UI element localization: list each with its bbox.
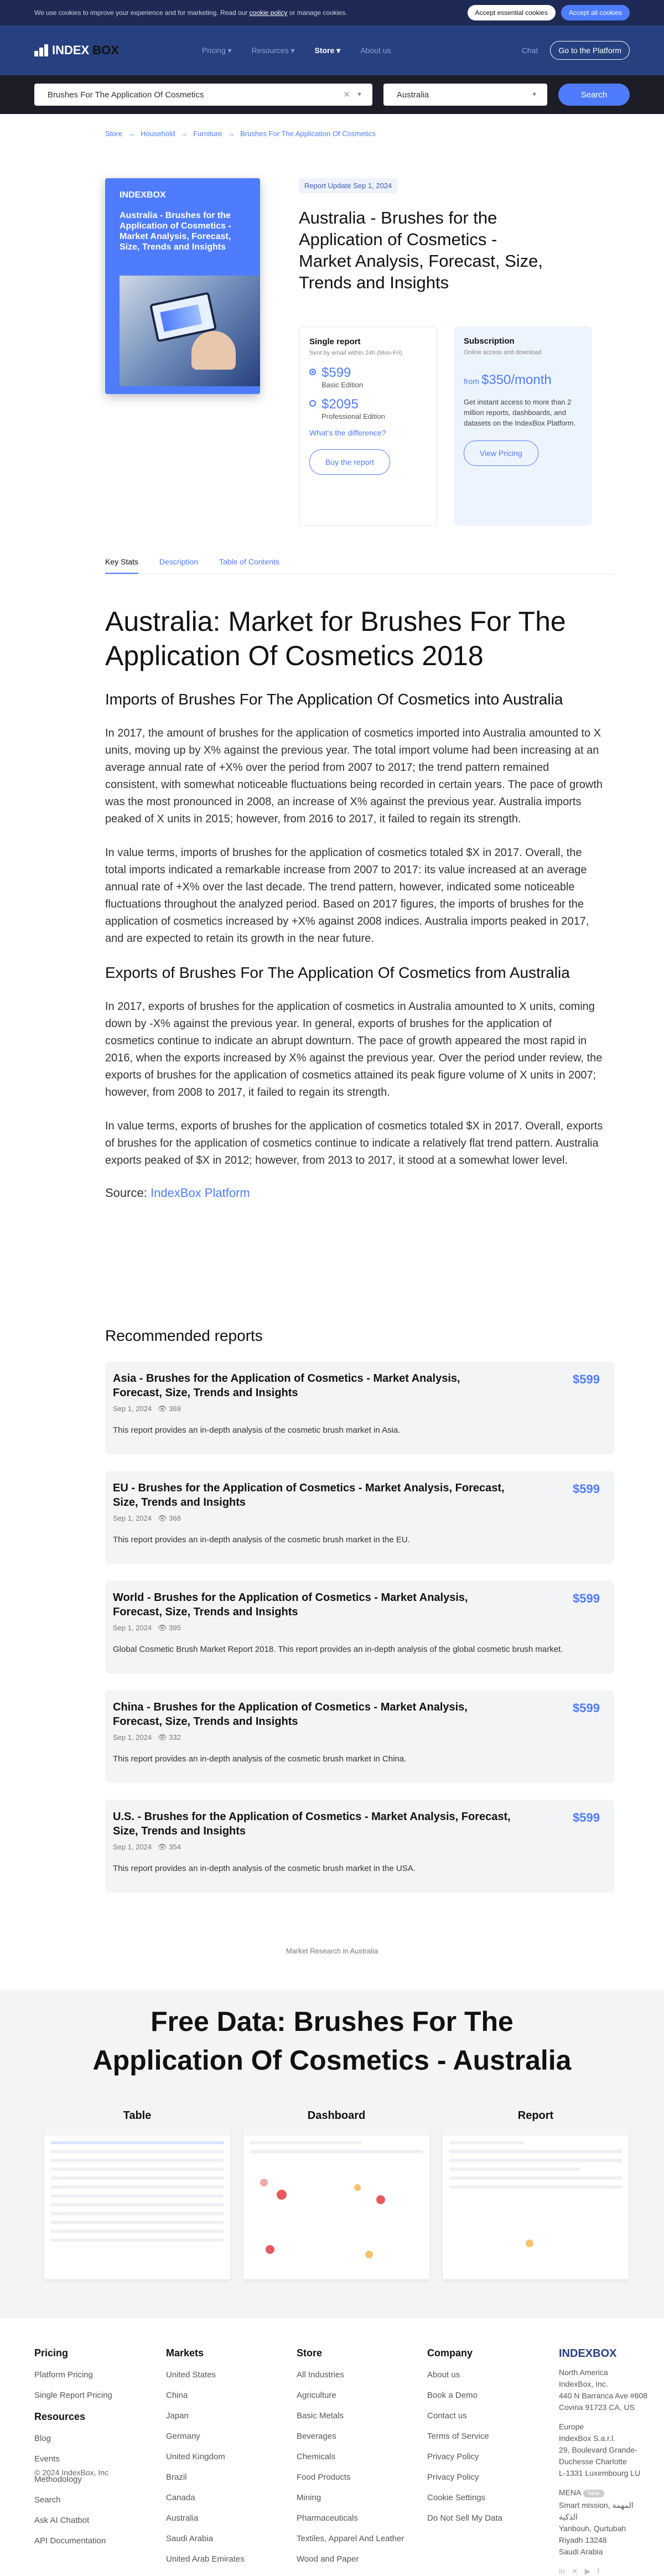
footer-offices: [559, 2347, 653, 2576]
imports-paragraph-1: In 2017, the amount of brushes for the application of cosmetics imported into Australia amounted to X units, moving up by X% against the previous year. The total import volume had been increasing at an average annual rate of +X% over the period from 2007 to 2017; the trend pattern remained consistent, with somewhat noticeable fluctuations being recorded in certain years. The pace of growth was the most pronounced in 2008, an increase of X% against the previous year. Australia imports peaked of X units in 2015; however, from 2016 to 2017, it failed to regain its strength.: [105, 727, 603, 825]
nav-resources[interactable]: Resources ▾: [251, 45, 295, 55]
new-badge: New: [583, 2490, 604, 2497]
footer-link[interactable]: United Kingdom: [166, 2452, 225, 2461]
dashboard-screenshot[interactable]: [243, 2129, 429, 2279]
nav-store[interactable]: Store ▾: [314, 45, 341, 55]
eye-icon: 👁: [157, 1733, 167, 1741]
free-table-preview[interactable]: [44, 2109, 230, 2279]
logo-bars-icon: [34, 44, 49, 56]
recommended-title[interactable]: EU - Brushes for the Application of Cosmetics - Market Analysis, Forecast, Size, Trends and Insights: [113, 1482, 505, 1509]
report-tabs: [105, 557, 614, 574]
footer-link[interactable]: China: [166, 2391, 188, 2400]
logo[interactable]: [34, 43, 119, 58]
single-heading: Single report: [309, 337, 361, 346]
subscription-price: $350/month: [481, 372, 552, 387]
clear-icon[interactable]: ✕: [343, 90, 350, 100]
footer-link[interactable]: Food Products: [297, 2473, 351, 2482]
pro-edition-option[interactable]: [309, 397, 427, 421]
basic-price: $599: [321, 365, 351, 380]
search-button[interactable]: Search: [558, 84, 630, 106]
recommended-views: 354: [169, 1843, 181, 1851]
footer-link[interactable]: Cookie Settings: [427, 2493, 486, 2502]
nav-resources-label: Resources: [251, 45, 289, 55]
footer-link[interactable]: Privacy Policy: [427, 2473, 479, 2482]
footer-link[interactable]: Textiles, Apparel And Leather: [297, 2534, 404, 2543]
recommended-title[interactable]: U.S. - Brushes for the Application of Cosmetics - Market Analysis, Forecast, Size, Trends and Insights: [113, 1811, 511, 1837]
recommended-views: 369: [169, 1404, 181, 1413]
cover-photo: [120, 276, 260, 386]
subscription-desc: Get instant access to more than 2 million reports, dashboards, and datasets on the IndexBox Platform.: [464, 398, 576, 427]
recommended-report-card[interactable]: [105, 1580, 614, 1673]
country-value: Australia: [396, 90, 429, 100]
subscription-sub: Online access and download: [464, 349, 542, 356]
twitter-icon[interactable]: ✕: [571, 2567, 578, 2575]
recommended-meta: [113, 1404, 606, 1413]
footer-store-heading: Store: [297, 2347, 323, 2359]
office-mena-title-row: [559, 2487, 653, 2500]
office-eu-title: Europe: [559, 2422, 584, 2431]
recommended-desc: This report provides an in-depth analysis of the cosmetic brush market in China.: [113, 1754, 407, 1764]
article: [105, 604, 603, 1200]
recommended-views: 395: [169, 1624, 181, 1632]
footer-company: [427, 2347, 502, 2534]
product-search-input[interactable]: [34, 84, 372, 106]
footer-link[interactable]: United Arab Emirates: [166, 2554, 245, 2564]
footer-link[interactable]: Methodology: [34, 2475, 82, 2484]
office-na-address: IndexBox, Inc. 440 N Barranca Ave #608 Covina 91723 CA, US: [559, 2380, 648, 2412]
recommended-meta: [113, 1843, 606, 1852]
arrow-right-icon: →: [128, 129, 136, 138]
footer-link[interactable]: Canada: [166, 2493, 195, 2502]
office-mena-address: Smart mission, المهمة الذكية Yanbouh, Qurtubah Riyadh 13248 Saudi Arabia: [559, 2501, 634, 2556]
recommended-price: $599: [573, 1701, 600, 1715]
pro-label: Professional Edition: [321, 412, 385, 421]
footer-link[interactable]: Platform Pricing: [34, 2370, 93, 2380]
social-icons: [559, 2567, 653, 2576]
recommended-price: $599: [573, 1811, 600, 1825]
recommended-date: Sep 1, 2024: [113, 1843, 152, 1851]
footer-link[interactable]: Germany: [166, 2432, 200, 2441]
table-screenshot[interactable]: [44, 2129, 230, 2279]
free-dashboard-preview[interactable]: [243, 2109, 429, 2279]
recommended-heading: Recommended reports: [105, 1327, 263, 1344]
footer-link[interactable]: Search: [34, 2495, 61, 2505]
eye-icon: 👁: [157, 1843, 167, 1851]
footer-link[interactable]: Privacy Policy: [427, 2452, 479, 2461]
source-line: [105, 1186, 603, 1200]
footer-link[interactable]: Ask AI Chatbot: [34, 2516, 90, 2525]
radio-icon[interactable]: [309, 400, 316, 407]
cookie-text: We use cookies to improve your experience and for marketing. Read our: [34, 9, 248, 17]
exports-paragraph-2: In value terms, exports of brushes for the application of cosmetics totaled $X in 2017. Overall, exports of brushes for the application of cosmetics continue to indicate a relatively flat trend pattern. Australia exports peaked of $X in 2012; however, from 2013 to 2017, it stood at a somewhat lower level.: [105, 1120, 603, 1167]
recommended-desc: This report provides an in-depth analysis of the cosmetic brush market in the USA.: [113, 1864, 416, 1873]
breadcrumb: [0, 114, 664, 138]
recommended-views: 368: [169, 1514, 181, 1522]
breadcrumb-household[interactable]: Household: [141, 129, 175, 138]
free-dashboard-label: Dashboard: [307, 2109, 366, 2122]
footer-link[interactable]: Agriculture: [297, 2391, 336, 2400]
recommended-report-card[interactable]: [105, 1361, 614, 1454]
report-screenshot[interactable]: [443, 2129, 629, 2279]
recommended-date: Sep 1, 2024: [113, 1404, 152, 1413]
recommended-date: Sep 1, 2024: [113, 1733, 152, 1741]
subscription-heading: Subscription: [464, 336, 515, 346]
footer-link[interactable]: Pharmaceuticals: [297, 2513, 358, 2523]
basic-label: Basic Edition: [321, 381, 364, 389]
subscription-price-row: [464, 372, 582, 388]
difference-link[interactable]: What's the difference?: [309, 428, 386, 437]
copyright: © 2024 IndexBox, Inc: [34, 2468, 109, 2477]
nav-about[interactable]: About us: [360, 45, 391, 55]
footer-link[interactable]: Chemicals: [297, 2452, 336, 2461]
footer: [0, 2319, 664, 2575]
recommended-desc: This report provides an in-depth analysis of the cosmetic brush market in the EU.: [113, 1535, 410, 1544]
nav-pricing-label: Pricing: [201, 45, 226, 55]
cookie-banner: [0, 0, 664, 25]
logo-text-a: INDEX: [52, 43, 90, 57]
report-cover: [105, 178, 260, 394]
footer-link[interactable]: Australia: [166, 2513, 199, 2523]
cookie-text2: or manage cookies.: [289, 9, 347, 17]
footer-link[interactable]: Contact us: [427, 2411, 467, 2420]
tab-key-stats[interactable]: Key Stats: [105, 557, 138, 574]
footer-link[interactable]: Book a Demo: [427, 2391, 478, 2400]
footer-markets-heading: Markets: [166, 2347, 204, 2359]
footer-link[interactable]: United States: [166, 2370, 216, 2380]
footer-store: [297, 2347, 404, 2575]
tab-description[interactable]: Description: [159, 557, 198, 566]
footer-pricing: [34, 2347, 112, 2557]
chevron-down-icon[interactable]: ▼: [531, 91, 538, 98]
accept-all-button[interactable]: Accept all cookies: [561, 5, 630, 20]
facebook-icon[interactable]: f: [597, 2567, 600, 2575]
free-data-section: [0, 1990, 664, 2319]
source-link[interactable]: IndexBox Platform: [150, 1186, 250, 1200]
single-report-card: [299, 326, 437, 526]
breadcrumb-product[interactable]: Brushes For The Application Of Cosmetics: [240, 129, 376, 138]
recommended-desc: This report provides an in-depth analysis of the cosmetic brush market in Asia.: [113, 1426, 401, 1435]
free-table-label: Table: [123, 2109, 152, 2122]
from-label: from: [464, 377, 479, 386]
recommended-title[interactable]: China - Brushes for the Application of Cosmetics - Market Analysis, Forecast, Size, Trends and Insights: [113, 1701, 468, 1728]
footer-link[interactable]: Blog: [34, 2434, 51, 2443]
footer-link[interactable]: Events: [34, 2454, 60, 2464]
recommended-price: $599: [573, 1482, 600, 1496]
recommended-date: Sep 1, 2024: [113, 1624, 152, 1632]
free-data-title: Free Data: Brushes For The Application Of Cosmetics - Australia: [92, 2006, 572, 2076]
footer-link[interactable]: Japan: [166, 2411, 189, 2420]
breadcrumb-furniture[interactable]: Furniture: [193, 129, 222, 138]
footer-link[interactable]: About us: [427, 2370, 460, 2380]
free-report-label: Report: [517, 2109, 554, 2122]
logo-text-b: BOX: [92, 43, 119, 57]
cover-title: Australia - Brushes for the Application of Cosmetics - Market Analysis, Forecast, Size, Trends and Insights: [120, 211, 231, 252]
recommended-desc: Global Cosmetic Brush Market Report 2018. This report provides an in-depth analysis of the global cosmetic brush market.: [113, 1645, 563, 1654]
eye-icon: 👁: [157, 1514, 167, 1522]
recommended-meta: [113, 1514, 606, 1523]
exports-heading: Exports of Brushes For The Application Of Cosmetics from Australia: [105, 964, 570, 981]
tab-table-of-contents[interactable]: Table of Contents: [219, 557, 279, 566]
footer-link[interactable]: Wood and Paper: [297, 2554, 359, 2564]
footer-link[interactable]: All Industries: [297, 2370, 344, 2380]
footer-link[interactable]: Brazil: [166, 2473, 187, 2482]
footer-link[interactable]: Beverages: [297, 2432, 336, 2441]
arrow-right-icon: →: [227, 129, 235, 138]
nav-pricing[interactable]: Pricing ▾: [201, 45, 232, 55]
source-label: Source:: [105, 1186, 147, 1200]
imports-heading: Imports of Brushes For The Application Of Cosmetics into Australia: [105, 691, 563, 708]
chevron-down-icon[interactable]: ▼: [356, 91, 362, 98]
report-title: Australia - Brushes for the Application of Cosmetics - Market Analysis, Forecast, Size, Trends and Insights: [299, 208, 543, 292]
basic-edition-option[interactable]: [309, 365, 427, 389]
market-research-link[interactable]: Market Research in Australia: [286, 1947, 378, 1955]
free-report-preview[interactable]: [443, 2109, 629, 2279]
article-title: Australia: Market for Brushes For The Application Of Cosmetics 2018: [105, 606, 566, 671]
recommended-price: $599: [573, 1372, 600, 1386]
pro-price: $2095: [321, 397, 359, 412]
footer-link[interactable]: API Documentation: [34, 2536, 106, 2546]
recommended-meta: [113, 1733, 606, 1742]
footer-link[interactable]: Single Report Pricing: [34, 2391, 112, 2400]
footer-link[interactable]: Terms of Service: [427, 2432, 489, 2441]
eye-icon: 👁: [157, 1404, 167, 1413]
cookie-policy-link[interactable]: cookie policy: [249, 9, 288, 17]
footer-link[interactable]: Saudi Arabia: [166, 2534, 214, 2543]
footer-pricing-heading: Pricing: [34, 2347, 69, 2359]
buy-report-button[interactable]: Buy the report: [309, 449, 390, 475]
recommended-report-card[interactable]: [105, 1800, 614, 1893]
product-search-value: Brushes For The Application Of Cosmetics: [48, 90, 204, 100]
eye-icon: 👁: [157, 1624, 167, 1632]
office-eu-address: IndexBox S.a.r.l. 29, Boulevard Grande-Duchesse Charlotte L-1331 Luxembourg LU: [559, 2434, 641, 2477]
cover-logo: INDEXBOX: [120, 190, 166, 200]
hand-image: [191, 331, 236, 370]
footer-link[interactable]: Do Not Sell My Data: [427, 2513, 502, 2523]
imports-paragraph-2: In value terms, imports of brushes for the application of cosmetics totaled $X in 2017. Overall, the total imports indicated a remarkable increase from 2007 to 2017: its value increased at an average annual rate of +X% over the last decade. The trend pattern, however, indicated some noticeable fluctuations throughout the analyzed period. Based on 2017 figures, the imports of brushes for the application of cosmetics increased by +X% against 2008 indices. Australia imports peaked in 2017, and are expected to retain its growth in the near future.: [105, 847, 589, 945]
recommended-views: 332: [169, 1733, 181, 1741]
subscription-card: [454, 326, 592, 526]
arrow-right-icon: →: [180, 129, 188, 138]
recommended-reports: [105, 1327, 614, 1909]
office-mena-title: MENA: [559, 2488, 581, 2497]
country-select[interactable]: [383, 84, 547, 106]
recommended-price: $599: [573, 1592, 600, 1605]
footer-link[interactable]: Basic Metals: [297, 2411, 344, 2420]
youtube-icon[interactable]: ▶: [584, 2567, 591, 2575]
accept-essential-button[interactable]: Accept essential cookies: [468, 5, 556, 20]
footer-logo[interactable]: INDEXBOX: [559, 2347, 617, 2360]
recommended-date: Sep 1, 2024: [113, 1514, 152, 1522]
breadcrumb-store[interactable]: Store: [105, 129, 123, 138]
top-nav: [0, 25, 664, 75]
report-update-badge: Report Update Sep 1, 2024: [299, 178, 397, 193]
exports-paragraph-1: In 2017, exports of brushes for the application of cosmetics in Australia amounted to X units, coming down by -X% against the previous year. In general, exports of brushes for the application of cosmetics continue to indicate an abrupt downturn. The pace of growth appeared the most rapid in 2016, when the exports increased by X% against the previous year. Over the period under review, the exports of brushes for the application of cosmetics attained its peak figure volume of X units in 2007; however, from 2008 to 2017, it failed to regain its strength.: [105, 1001, 603, 1098]
nav-store-label: Store: [314, 45, 335, 55]
linkedin-icon[interactable]: in: [559, 2567, 565, 2575]
chat-link[interactable]: Chat: [521, 46, 538, 55]
single-sub: Sent by email within 24h (Mon-Fri): [309, 350, 402, 356]
recommended-report-card[interactable]: [105, 1690, 614, 1783]
recommended-title[interactable]: World - Brushes for the Application of Cosmetics - Market Analysis, Forecast, Size, Trends and Insights: [113, 1592, 468, 1618]
footer-markets: [166, 2347, 245, 2575]
radio-selected-icon[interactable]: [309, 369, 316, 375]
footer-resources-heading: Resources: [34, 2411, 86, 2422]
recommended-report-card[interactable]: [105, 1471, 614, 1564]
recommended-title[interactable]: Asia - Brushes for the Application of Cosmetics - Market Analysis, Forecast, Size, Trends and Insights: [113, 1372, 460, 1399]
view-pricing-button[interactable]: View Pricing: [464, 440, 538, 466]
platform-button[interactable]: Go to the Platform: [550, 41, 630, 60]
search-bar: [0, 75, 664, 114]
office-na-title: North America: [559, 2368, 608, 2377]
footer-link[interactable]: Mining: [297, 2493, 321, 2502]
footer-company-heading: Company: [427, 2347, 473, 2359]
recommended-meta: [113, 1624, 606, 1632]
